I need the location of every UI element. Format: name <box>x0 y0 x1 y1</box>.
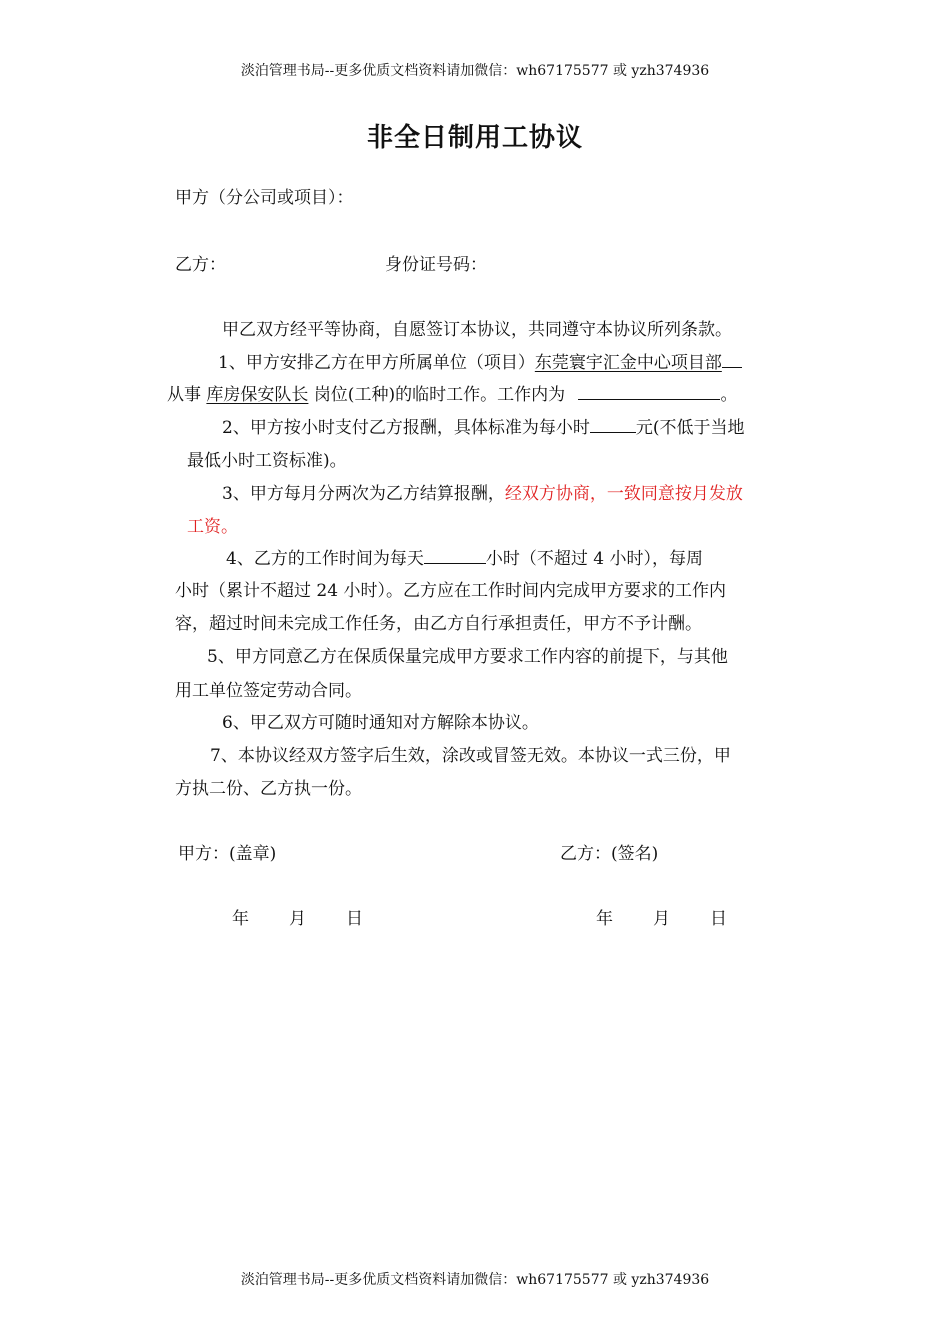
party-a-label: 甲方（分公司或项目）： <box>175 188 354 208</box>
clause-1-text-2: 从事 <box>167 385 201 405</box>
clause-1-text: 1、甲方安排乙方在甲方所属单位（项目） <box>218 353 535 373</box>
id-number-label: 身份证号码： <box>385 255 487 275</box>
date-month: 月 <box>653 909 670 929</box>
position-name: 库房保安队长 <box>206 385 309 405</box>
party-a-seal-label: 甲方：(盖章) <box>178 844 277 864</box>
date-day: 日 <box>346 909 363 929</box>
clause-2-line-2: 最低小时工资标准)。 <box>187 451 347 471</box>
clause-4-line-3: 容，超过时间未完成工作任务，由乙方自行承担责任，甲方不予计酬。 <box>175 614 702 634</box>
work-content-blank <box>578 385 720 400</box>
clause-2-text-2: 元(不低于当地 <box>635 418 745 438</box>
date-year: 年 <box>232 909 249 929</box>
daily-hours-blank <box>424 549 486 564</box>
project-blank <box>722 353 742 368</box>
project-name: 东莞寰宇汇金中心项目部 <box>534 353 722 373</box>
clause-3-highlight: 经双方协商，一致同意按月发放 <box>504 484 743 504</box>
clause-1-end: 。 <box>720 385 738 405</box>
clause-3-text: 3、甲方每月分两次为乙方结算报酬， <box>222 484 505 504</box>
clause-7-line-1: 7、本协议经双方签字后生效，涂改或冒签无效。本协议一式三份，甲 <box>210 746 731 766</box>
party-b-label: 乙方： <box>175 255 226 275</box>
clause-5-line-1: 5、甲方同意乙方在保质保量完成甲方要求工作内容的前提下，与其他 <box>207 647 728 667</box>
date-year: 年 <box>596 909 613 929</box>
clause-7-line-2: 方执二份、乙方执一份。 <box>175 779 362 799</box>
clause-2-text: 2、甲方按小时支付乙方报酬，具体标准为每小时 <box>222 418 590 438</box>
date-day: 日 <box>710 909 727 929</box>
clause-1-line-1 <box>218 348 742 373</box>
party-b-signature-label: 乙方：(签名) <box>560 844 659 864</box>
clause-1-text-3: 岗位(工种)的临时工作。工作内为 <box>313 385 566 405</box>
party-a-date <box>232 904 363 929</box>
clause-4-line-1 <box>226 544 703 569</box>
clause-3-line-2: 工资。 <box>187 517 238 537</box>
clause-2-line-1 <box>222 413 744 438</box>
clause-3-line-1 <box>222 479 743 504</box>
hourly-rate-blank <box>590 418 636 433</box>
page-header: 淡泊管理书局--更多优质文档资料请加微信：wh67175577 或 yzh374936 <box>240 63 710 79</box>
intro-paragraph: 甲乙双方经平等协商，自愿签订本协议，共同遵守本协议所列条款。 <box>222 320 732 340</box>
document-title: 非全日制用工协议 <box>366 123 583 153</box>
clause-1-line-2 <box>167 380 737 405</box>
clause-4-text-2: 小时（不超过 4 小时），每周 <box>485 549 703 569</box>
clause-5-line-2: 用工单位签定劳动合同。 <box>175 681 362 701</box>
party-b-date <box>596 904 727 929</box>
clause-4-line-2: 小时（累计不超过 24 小时）。乙方应在工作时间内完成甲方要求的工作内 <box>175 581 726 601</box>
clause-6: 6、甲乙双方可随时通知对方解除本协议。 <box>222 713 539 733</box>
clause-4-text: 4、乙方的工作时间为每天 <box>226 549 424 569</box>
page-footer: 淡泊管理书局--更多优质文档资料请加微信：wh67175577 或 yzh374936 <box>240 1272 710 1288</box>
date-month: 月 <box>289 909 306 929</box>
